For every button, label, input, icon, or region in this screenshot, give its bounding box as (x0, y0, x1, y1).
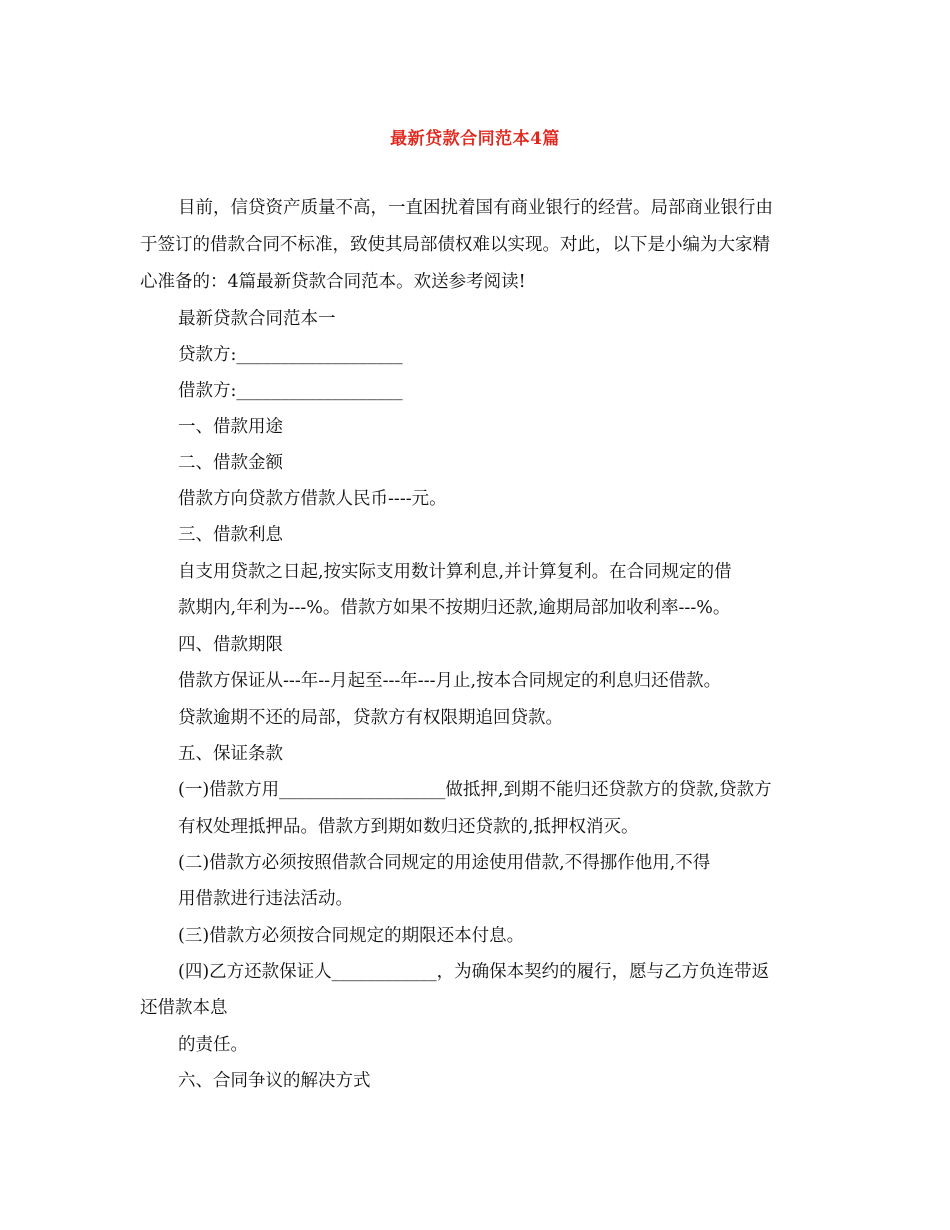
lender-field: 贷款方:___________________ (178, 345, 403, 365)
paragraph-line: 于签订的借款合同不标准，致使其局部债权难以实现。对此，以下是小编为大家精 (140, 235, 770, 255)
clause-text: 贷款逾期不还的局部，贷款方有权限期追回贷款。 (178, 708, 563, 728)
clause-text: 款期内,年利为---%。借款方如果不按期归还款,逾期局部加收利率---%。 (178, 598, 731, 618)
clause-text: (二)借款方必须按照借款合同规定的用途使用借款,不得挪作他用,不得 (178, 853, 711, 873)
clause-text: 借款方保证从---年--月起至---年---月止,按本合同规定的利息归还借款。 (178, 671, 722, 691)
clause-text: (一)借款方用___________________做抵押,到期不能归还贷款方的贷款,贷款方 (178, 780, 772, 800)
clause-heading: 六、合同争议的解决方式 (178, 1071, 371, 1091)
clause-heading: 三、借款利息 (178, 525, 283, 545)
clause-text: (三)借款方必须按合同规定的期限还本付息。 (178, 926, 525, 946)
paragraph-line: 心准备的：4篇最新贷款合同范本。欢送参考阅读! (140, 272, 526, 292)
clause-text: 还借款本息 (140, 998, 228, 1018)
clause-heading: 二、借款金额 (178, 453, 283, 473)
clause-heading: 四、借款期限 (178, 635, 283, 655)
borrower-field: 借款方:___________________ (178, 381, 403, 401)
clause-text: 用借款进行违法活动。 (178, 889, 353, 909)
clause-text: 有权处理抵押品。借款方到期如数归还贷款的,抵押权消灭。 (178, 817, 639, 837)
clause-text: (四)乙方还款保证人____________，为确保本契约的履行，愿与乙方负连带返 (178, 962, 770, 982)
clause-text: 的责任。 (178, 1035, 248, 1055)
clause-heading: 一、借款用途 (178, 417, 283, 437)
document-title: 最新贷款合同范本4篇 (390, 129, 560, 149)
clause-text: 借款方向贷款方借款人民币----元。 (178, 489, 447, 509)
clause-text: 自支用贷款之日起,按实际支用数计算利息,并计算复利。在合同规定的借 (178, 562, 732, 582)
paragraph-line: 目前，信贷资产质量不高，一直困扰着国有商业银行的经营。局部商业银行由 (178, 198, 773, 218)
clause-heading: 五、保证条款 (178, 744, 283, 764)
section-heading: 最新贷款合同范本一 (178, 309, 336, 329)
